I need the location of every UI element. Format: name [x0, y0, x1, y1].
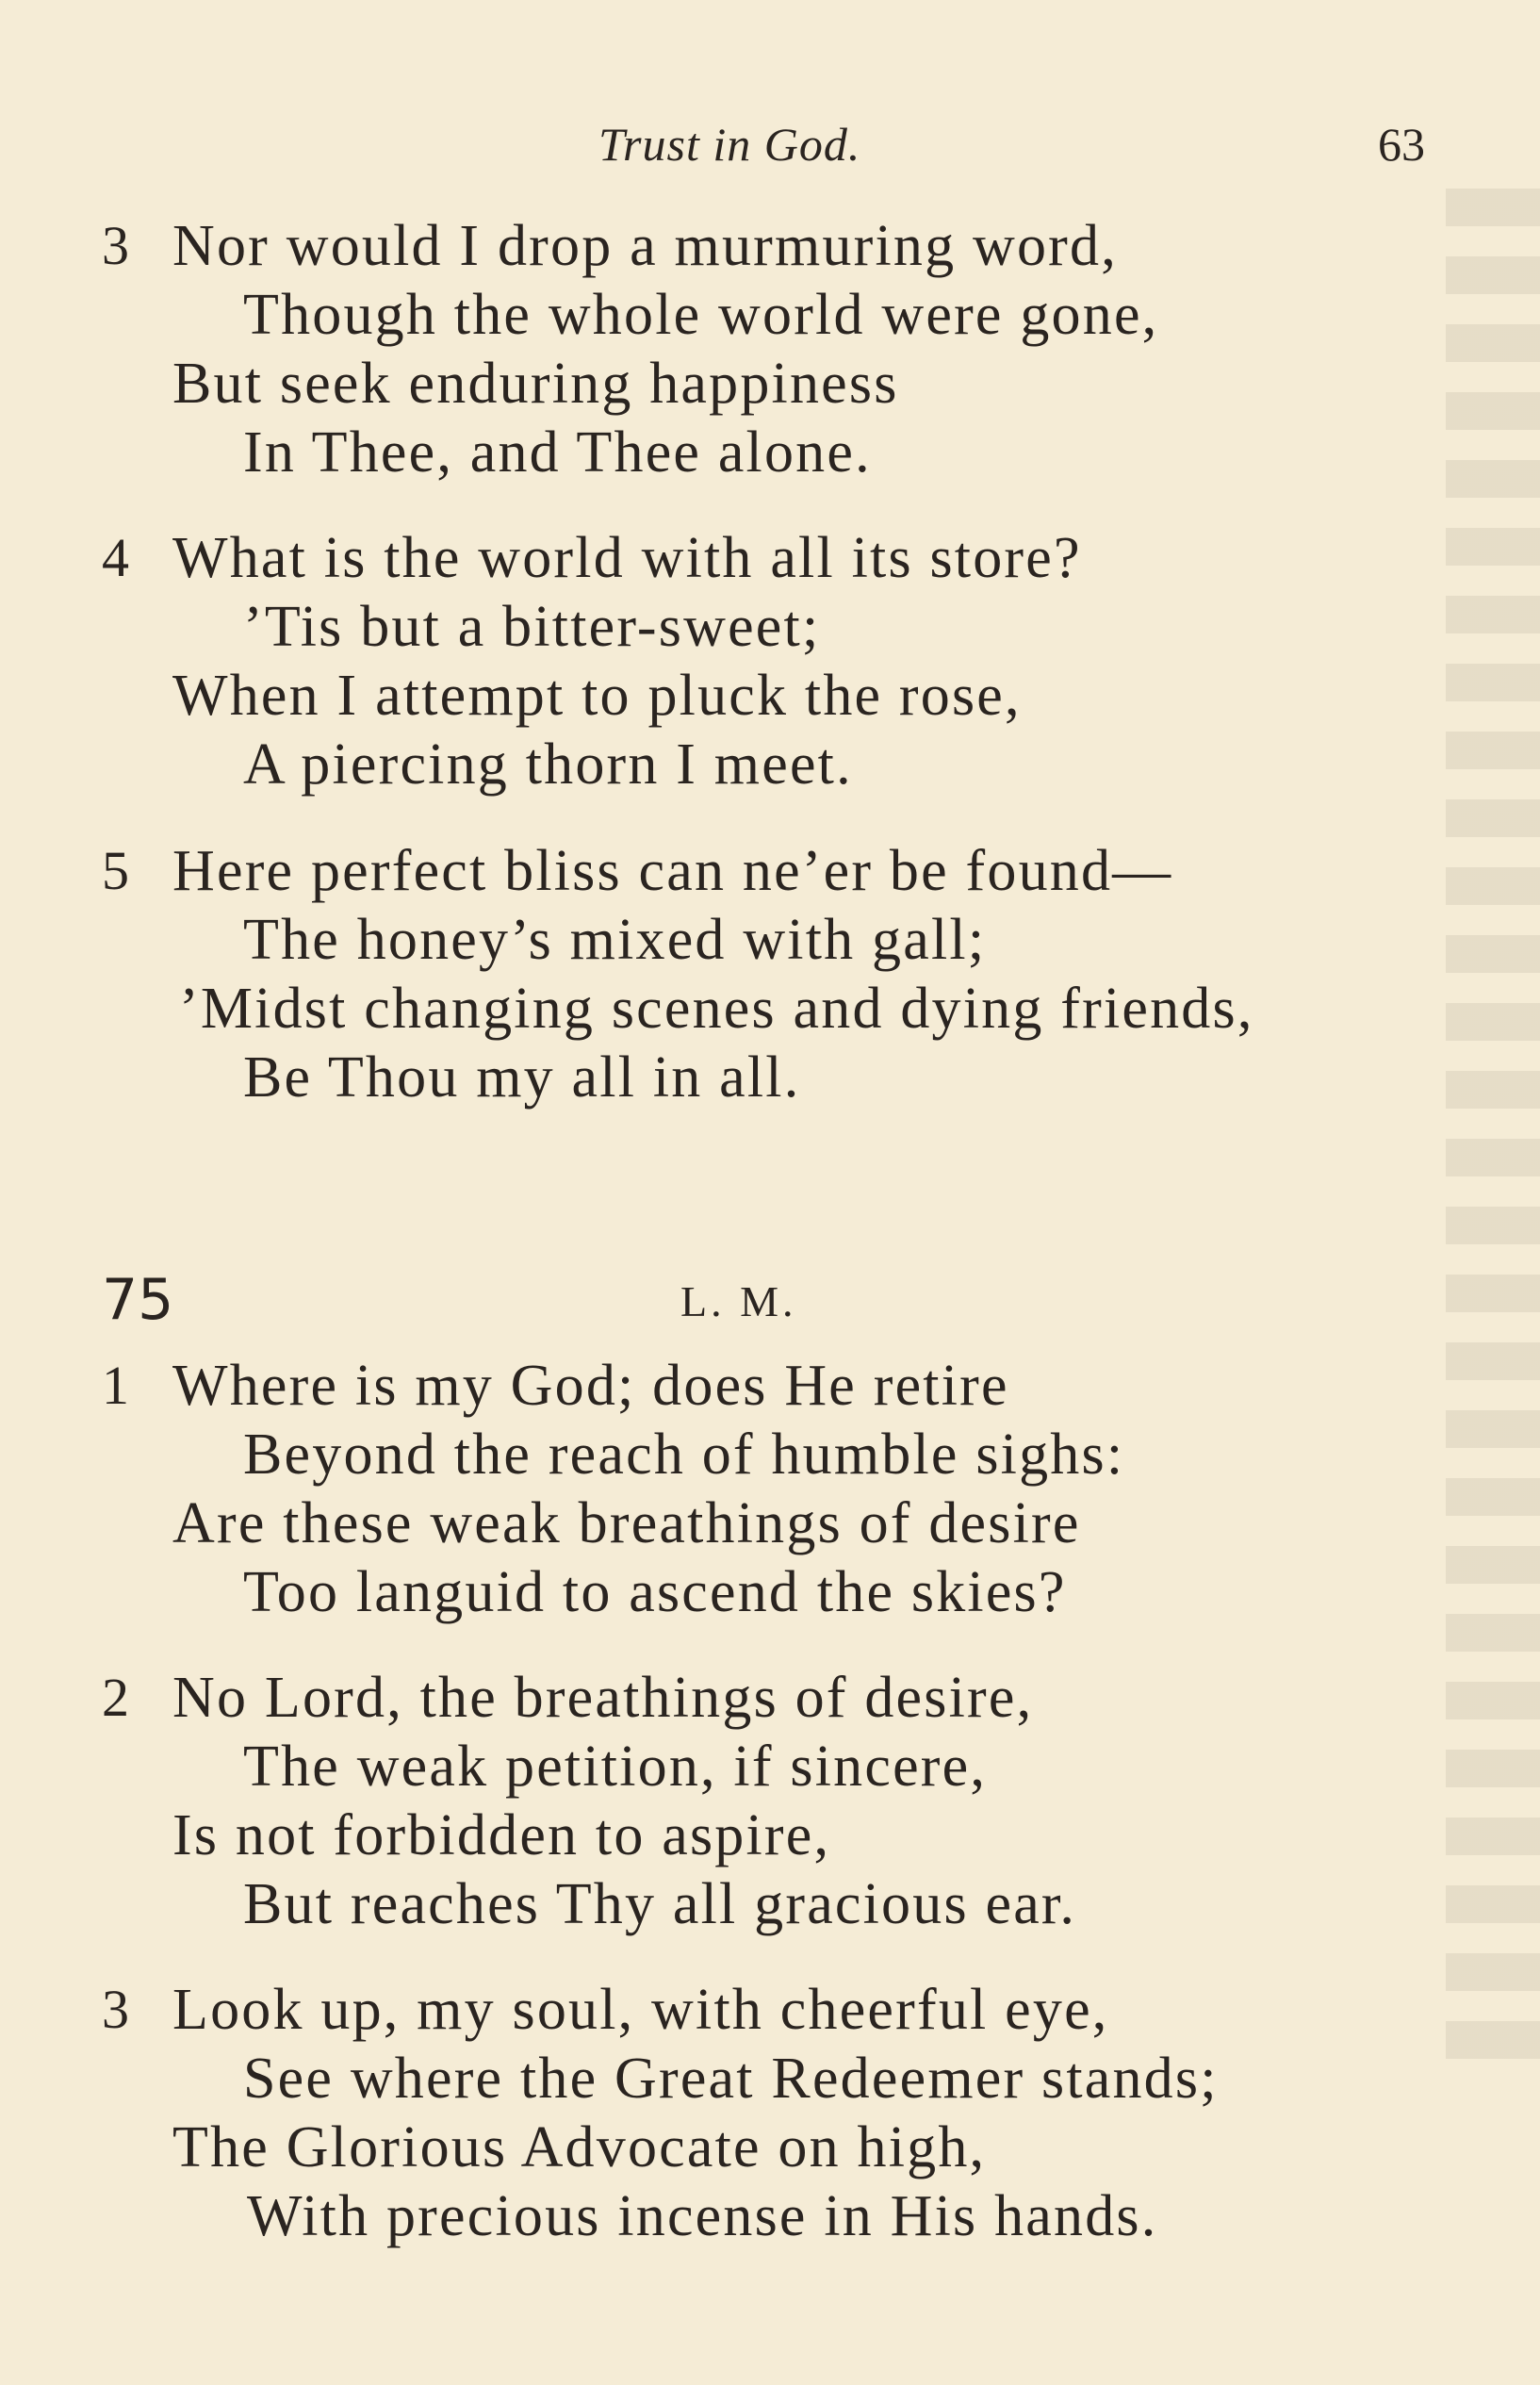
verse-line: Is not forbidden to aspire, — [172, 1803, 831, 1867]
hymn-meter: L. M. — [680, 1277, 797, 1325]
verse-line: Look up, my soul, with cheerful eye, — [172, 1978, 1109, 2042]
verse-number: 4 — [102, 527, 129, 588]
verse-line: Nor would I drop a murmuring word, — [172, 214, 1118, 278]
verse-line: Be Thou my all in all. — [243, 1045, 801, 1110]
verse-line: With precious incense in His hands. — [247, 2184, 1158, 2248]
verse-line: Are these weak breathings of desire — [172, 1491, 1081, 1555]
show-through-texture — [1446, 189, 1540, 2074]
verse-number: 5 — [102, 840, 129, 901]
verse-number: 3 — [102, 215, 129, 276]
verse-line: Where is my God; does He retire — [172, 1354, 1009, 1418]
verse-line: ’Midst changing scenes and dying friends, — [179, 977, 1254, 1041]
verse-line: Beyond the reach of humble sighs: — [243, 1423, 1125, 1487]
page-number: 63 — [1378, 118, 1425, 171]
verse-line: ’Tis but a bitter-sweet; — [243, 595, 821, 659]
verse-line: Too languid to ascend the skies? — [243, 1560, 1067, 1624]
verse-line: Though the whole world were gone, — [243, 283, 1159, 347]
verse-line: The weak petition, if sincere, — [243, 1735, 988, 1799]
verse-number: 2 — [102, 1667, 129, 1728]
verse-line: No Lord, the breathings of desire, — [172, 1666, 1034, 1730]
running-title: Trust in God. — [598, 118, 861, 171]
hymn-number: 75 — [102, 1267, 174, 1333]
verse-line: See where the Great Redeemer stands; — [243, 2047, 1219, 2111]
verse-line: Here perfect bliss can ne’er be found— — [172, 839, 1173, 903]
verse-line: When I attempt to pluck the rose, — [172, 664, 1022, 728]
verse-line: What is the world with all its store? — [172, 526, 1082, 590]
verse-line: The Glorious Advocate on high, — [172, 2115, 987, 2179]
verse-line: But reaches Thy all gracious ear. — [243, 1872, 1077, 1936]
verse-line: A piercing thorn I meet. — [243, 732, 853, 797]
verse-line: But seek enduring happiness — [172, 352, 899, 416]
verse-number: 1 — [102, 1355, 129, 1416]
verse-line: In Thee, and Thee alone. — [243, 420, 872, 485]
verse-line: The honey’s mixed with gall; — [243, 908, 987, 972]
verse-number: 3 — [102, 1979, 129, 2040]
